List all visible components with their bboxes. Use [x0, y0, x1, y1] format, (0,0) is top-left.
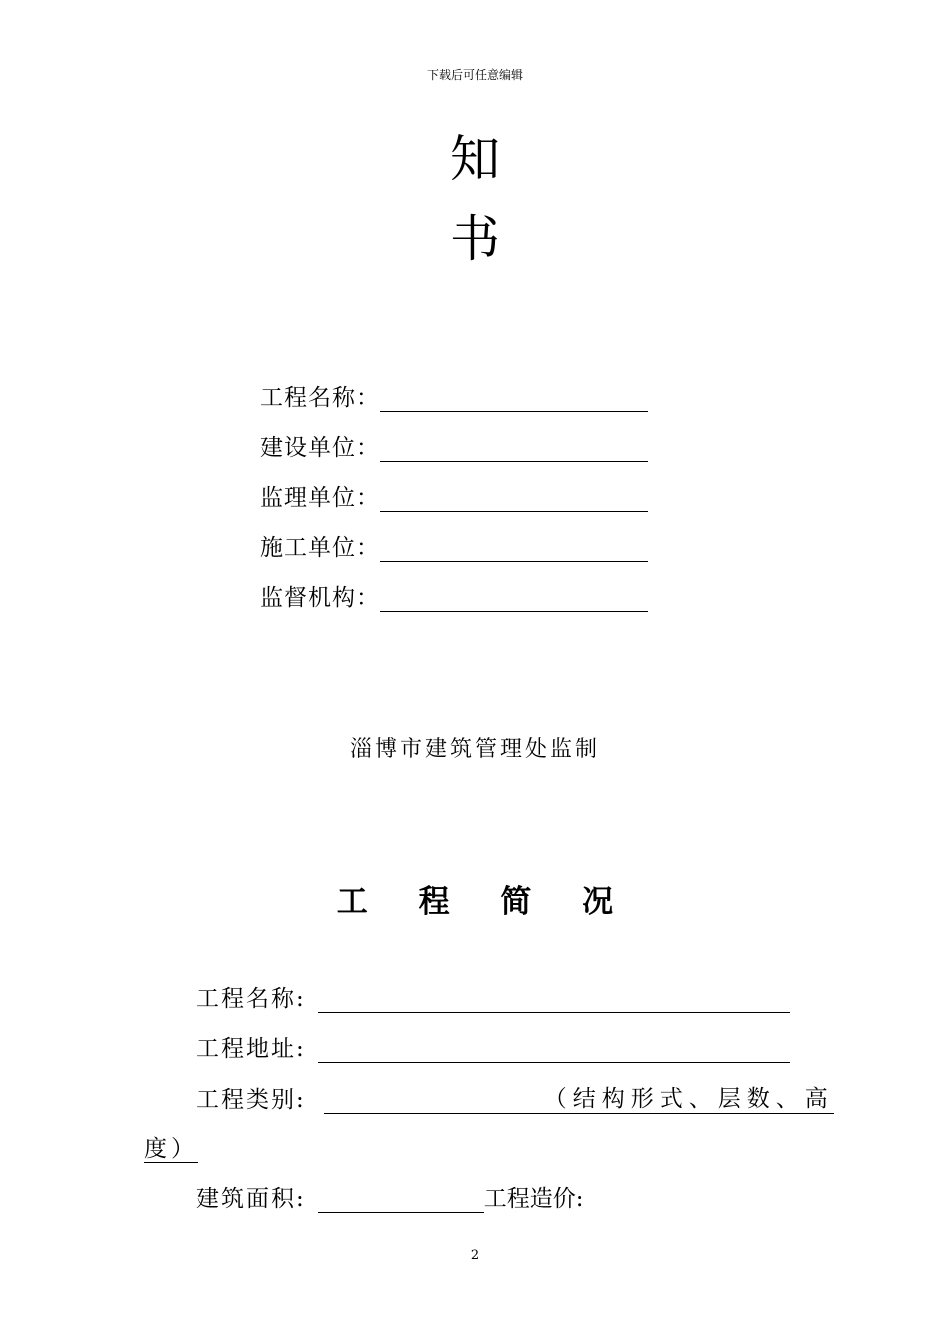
- cover-field-blank: [380, 535, 648, 562]
- cover-title-char-1: 知: [450, 130, 500, 188]
- overview-project-type-wrap: [144, 1130, 198, 1163]
- project-name-blank: [318, 986, 790, 1013]
- cover-title-char-2: 书: [450, 210, 500, 268]
- project-type-blank: [324, 1087, 544, 1114]
- cover-field-oversight-agency: [260, 580, 648, 612]
- cover-field-label: 监理单位：: [260, 485, 380, 511]
- project-address-label: 工程地址:: [196, 1036, 306, 1062]
- project-type-label: 工程类别:: [196, 1087, 306, 1113]
- cover-field-label: 建设单位：: [260, 435, 380, 461]
- cover-field-construction-unit: [260, 430, 648, 462]
- overview-project-type-row: [196, 1080, 834, 1114]
- project-type-note-wrap: 度）: [144, 1136, 198, 1162]
- overview-title: 工 程 简 况: [336, 884, 634, 920]
- building-area-blank: [318, 1186, 484, 1213]
- project-name-label: 工程名称:: [196, 986, 306, 1012]
- cover-field-label: 监督机构：: [260, 585, 380, 611]
- cover-field-blank: [380, 485, 648, 512]
- overview-project-address-row: [196, 1030, 790, 1063]
- project-address-blank: [318, 1036, 790, 1063]
- cover-field-contractor: [260, 530, 648, 562]
- overview-area-cost-row: [196, 1180, 584, 1213]
- overview-project-name-row: [196, 980, 790, 1013]
- cover-field-supervision-unit: [260, 480, 648, 512]
- page-header: 下载后可任意编辑: [426, 68, 523, 82]
- project-cost-label: 工程造价:: [483, 1186, 584, 1212]
- cover-field-blank: [380, 385, 648, 412]
- project-type-note: （结构形式、层数、高: [544, 1080, 834, 1114]
- building-area-label: 建筑面积:: [196, 1186, 306, 1212]
- issuer-text: 淄博市建筑管理处监制: [349, 737, 600, 762]
- page-number: 2: [470, 1248, 480, 1263]
- cover-field-blank: [380, 585, 648, 612]
- cover-field-blank: [380, 435, 648, 462]
- cover-field-project-name: [260, 380, 648, 412]
- cover-field-label: 施工单位：: [260, 535, 380, 561]
- cover-field-label: 工程名称：: [260, 385, 380, 411]
